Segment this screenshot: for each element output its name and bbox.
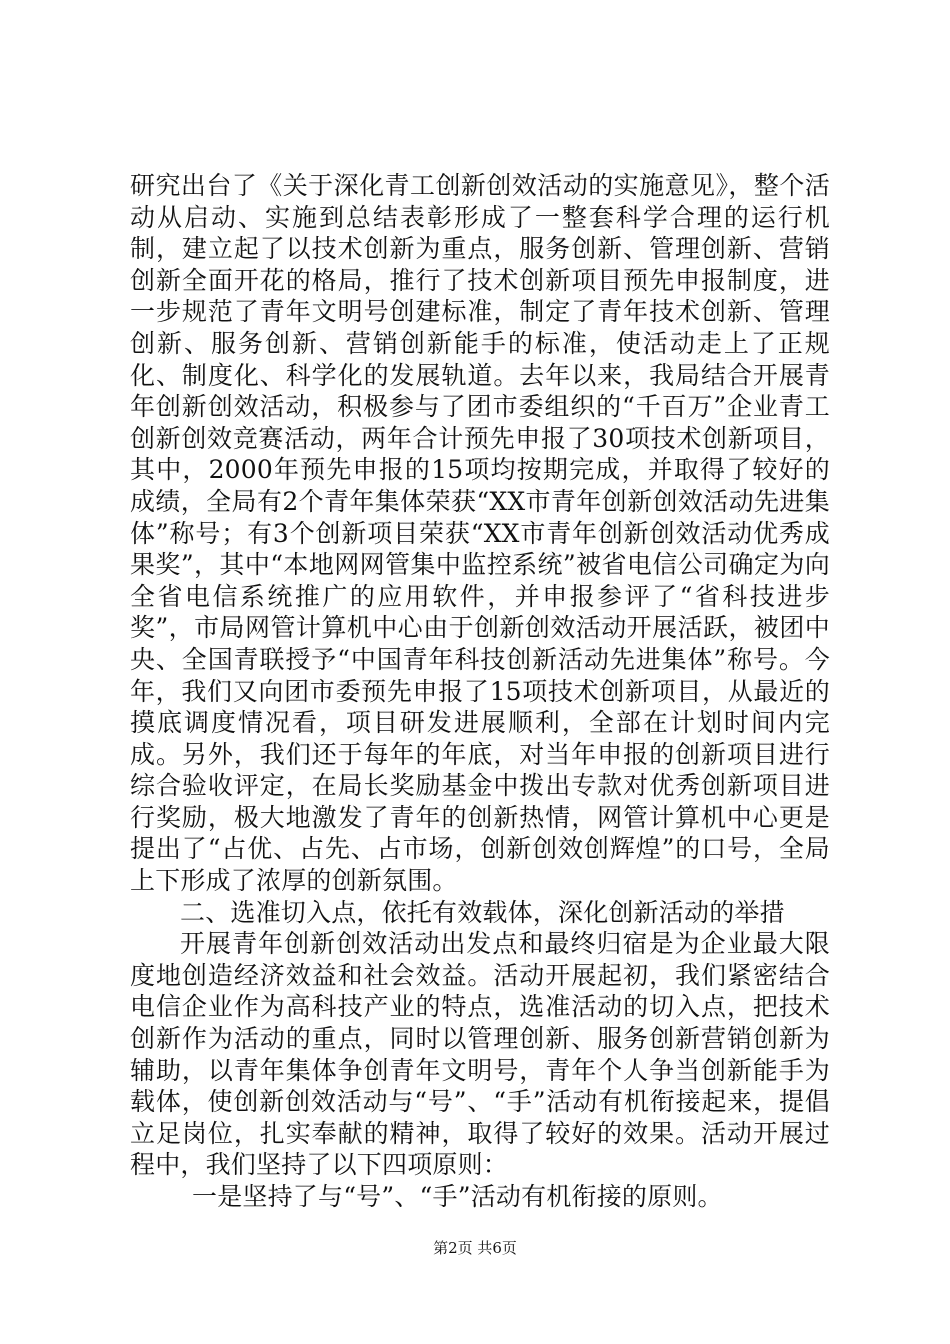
body-paragraph-principle: 一是坚持了与“号”、“手”活动有机衔接的原则。 xyxy=(192,1182,723,1211)
body-paragraph-continuation: 研究出台了《关于深化青工创新创效活动的实施意见》，整个活动从启动、实施到总结表彰形成了一整套科学合理的运行机制，建立起了以技术创新为重点，服务创新、管理创新、营销创新全面开花的格局，推行了技术创新项目预先申报制度，进一步规范了青年文明号创建标准，制定了青年技术创新、管理创新、服务创新、营销创新能手的标准，使活动走上了正规化、制度化、科学化的发展轨道。去年以来，我局结合开展青年创新创效活动，积极参与了团市委组织的“千百万”企业青工创新创效竞赛活动，两年合计预先申报了30项技术创新项目，其中，2000年预先申报的15项均按期完成，并取得了较好的成绩，全局有2个青年集体荣获“XX市青年创新创效活动先进集体”称号；有3个创新项目荣获“XX市青年创新创效活动优秀成果奖”，其中“本地网网管集中监控系统”被省电信公司确定为向全省电信系统推广的应用软件，并申报参评了“省科技进步奖”，市局网管计算机中心由于创新创效活动开展活跃，被团中央、全国青联授予“中国青年科技创新活动先进集体”称号。今年，我们又向团市委预先申报了15项技术创新项目，从最近的摸底调度情况看，项目研发进展顺利，全部在计划时间内完成。另外，我们还于每年的年底，对当年申报的创新项目进行综合验收评定，在局长奖励基金中拨出专款对优秀创新项目进行奖励，极大地激发了青年的创新热情，网管计算机中心更是提出了“占优、占先、占市场，创新创效创辉煌”的口号，全局上下形成了浓厚的创新氛围。 xyxy=(130,171,830,896)
section-heading: 二、选准切入点，依托有效载体，深化创新活动的举措 xyxy=(180,897,785,927)
page-footer: 第2页 共6页 xyxy=(433,1239,517,1257)
document-body xyxy=(130,170,830,1213)
body-paragraph: 开展青年创新创效活动出发点和最终归宿是为企业最大限度地创造经济效益和社会效益。活动开展起初，我们紧密结合电信企业作为高科技产业的特点，选准活动的切入点，把技术创新作为活动的重点，同时以管理创新、服务创新营销创新为辅助，以青年集体争创青年文明号，青年个人争当创新能手为载体，使创新创效活动与“号”、“手”活动有机衔接起来，提倡立足岗位，扎实奉献的精神，取得了较好的效果。活动开展过程中，我们坚持了以下四项原则： xyxy=(130,929,830,1180)
